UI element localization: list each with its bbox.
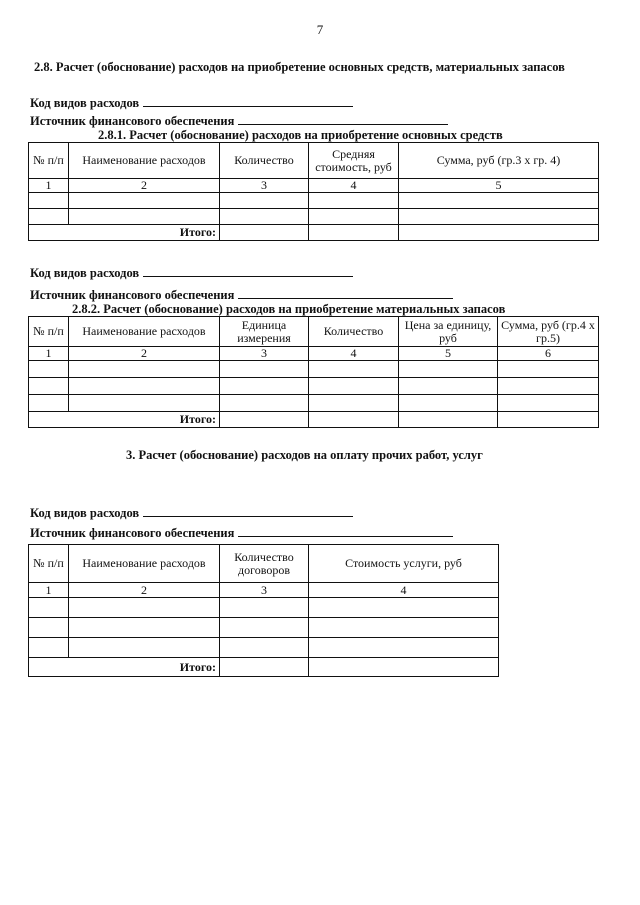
source-label: Источник финансового обеспечения	[30, 526, 235, 540]
table-2-8-2	[28, 316, 599, 428]
column-number: 3	[220, 179, 309, 193]
table-row	[29, 361, 599, 378]
header-cell: № п/п	[29, 143, 69, 179]
section-3-title: 3. Расчет (обоснование) расходов на оплату прочих работ, услуг	[126, 448, 483, 462]
code-field-2	[30, 264, 353, 281]
total-cell[interactable]	[399, 412, 498, 428]
source-input-line[interactable]	[238, 524, 453, 537]
table-row	[29, 209, 599, 225]
table-row	[29, 618, 499, 638]
header-cell: Наименование расходов	[69, 317, 220, 347]
code-input-line[interactable]	[143, 264, 353, 277]
column-number: 3	[220, 347, 309, 361]
table-2-8-1	[28, 142, 599, 241]
source-field-2	[30, 286, 453, 303]
column-number: 1	[29, 583, 69, 598]
total-cell[interactable]	[498, 412, 599, 428]
column-number: 2	[69, 179, 220, 193]
column-number: 5	[399, 347, 498, 361]
header-cell: Цена за единицу, руб	[399, 317, 498, 347]
table-row	[29, 193, 599, 209]
header-cell: Количество	[220, 143, 309, 179]
total-cell[interactable]	[220, 225, 309, 241]
sub-2-8-2-title: 2.8.2. Расчет (обоснование) расходов на приобретение материальных запасов	[72, 302, 506, 316]
source-label: Источник финансового обеспечения	[30, 288, 235, 302]
column-number: 3	[220, 583, 309, 598]
total-row	[29, 658, 499, 677]
page-number: 7	[316, 22, 324, 37]
header-cell: Количество договоров	[220, 545, 309, 583]
source-input-line[interactable]	[238, 112, 448, 125]
total-cell[interactable]	[220, 658, 309, 677]
header-cell: Средняя стоимость, руб	[309, 143, 399, 179]
code-input-line[interactable]	[143, 504, 353, 517]
total-label: Итого:	[29, 225, 220, 241]
source-label: Источник финансового обеспечения	[30, 114, 235, 128]
header-cell: Сумма, руб (гр.4 х гр.5)	[498, 317, 599, 347]
header-cell: Наименование расходов	[69, 545, 220, 583]
source-field-1	[30, 112, 448, 129]
code-input-line[interactable]	[143, 94, 353, 107]
header-cell: № п/п	[29, 317, 69, 347]
total-cell[interactable]	[309, 658, 499, 677]
table-3	[28, 544, 499, 677]
code-label: Код видов расходов	[30, 96, 140, 110]
sub-2-8-1-title: 2.8.1. Расчет (обоснование) расходов на приобретение основных средств	[98, 128, 503, 142]
section-2-8-title: 2.8. Расчет (обоснование) расходов на приобретение основных средств, материальных запасов	[34, 60, 565, 74]
source-field-3	[30, 524, 453, 541]
total-cell[interactable]	[220, 412, 309, 428]
header-cell: Количество	[309, 317, 399, 347]
header-cell: Сумма, руб (гр.3 х гр. 4)	[399, 143, 599, 179]
code-field-1	[30, 94, 353, 111]
header-cell: Единица измерения	[220, 317, 309, 347]
total-cell[interactable]	[309, 412, 399, 428]
code-label: Код видов расходов	[30, 506, 140, 520]
total-label: Итого:	[29, 412, 220, 428]
column-number: 4	[309, 583, 499, 598]
table-row	[29, 395, 599, 412]
column-number: 5	[399, 179, 599, 193]
column-number: 1	[29, 347, 69, 361]
source-input-line[interactable]	[238, 286, 453, 299]
header-cell: Стоимость услуги, руб	[309, 545, 499, 583]
column-number: 4	[309, 179, 399, 193]
total-row	[29, 225, 599, 241]
column-number: 4	[309, 347, 399, 361]
table-row	[29, 638, 499, 658]
total-cell[interactable]	[399, 225, 599, 241]
column-number: 6	[498, 347, 599, 361]
header-cell: № п/п	[29, 545, 69, 583]
header-cell: Наименование расходов	[69, 143, 220, 179]
column-number: 2	[69, 347, 220, 361]
table-row	[29, 378, 599, 395]
code-field-3	[30, 504, 353, 521]
column-number: 1	[29, 179, 69, 193]
table-row	[29, 598, 499, 618]
total-label: Итого:	[29, 658, 220, 677]
total-cell[interactable]	[309, 225, 399, 241]
column-number: 2	[69, 583, 220, 598]
total-row	[29, 412, 599, 428]
code-label: Код видов расходов	[30, 266, 140, 280]
